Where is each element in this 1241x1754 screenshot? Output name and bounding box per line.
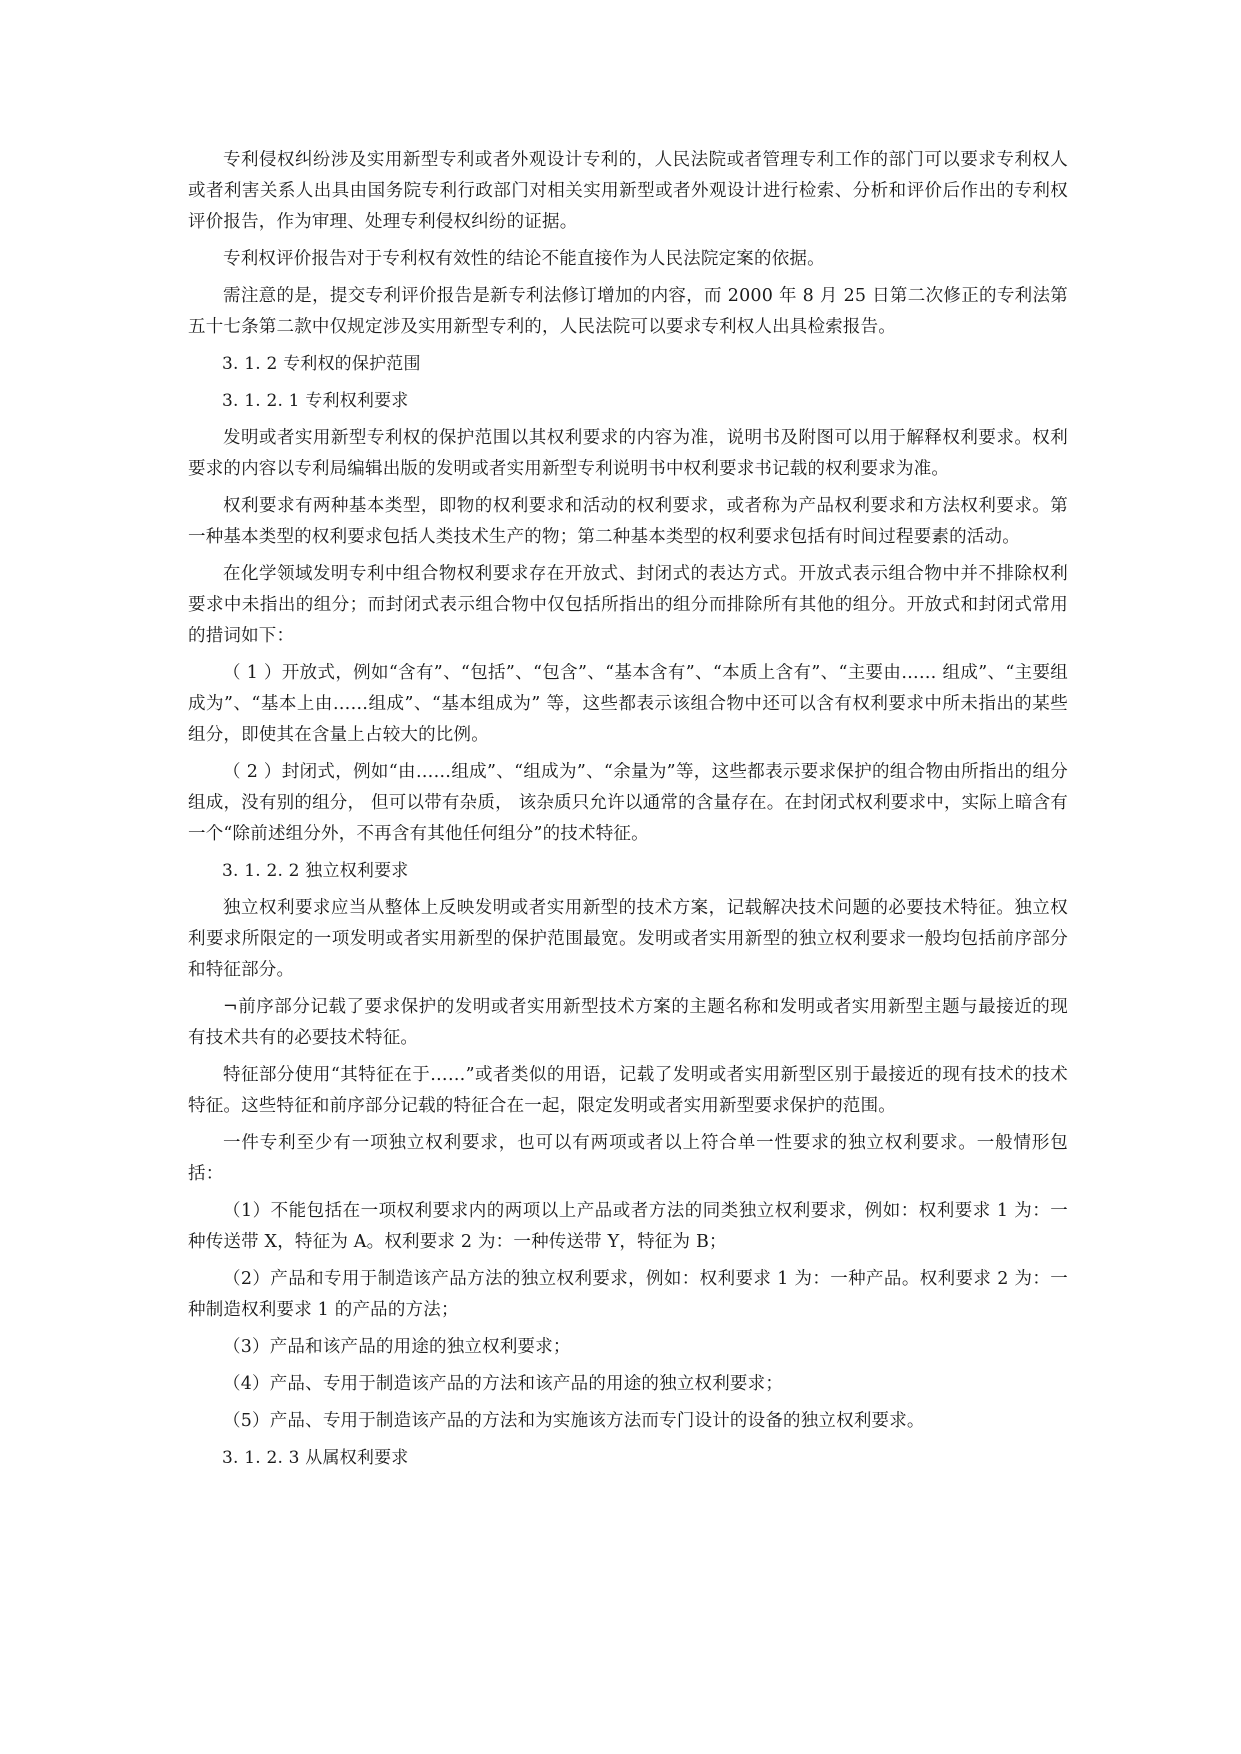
list-item: （ 2 ）封闭式，例如“由……组成”、“组成为”、“余量为”等，这些都表示要求保护的组合物由所指出的组分组成，没有别的组分， 但可以带有杂质， 该杂质只允许以通常的含量存在。在封闭式权利要求中，实际上暗含有一个“除前述组分外，不再含有其他任何组分”的技术特征。 xyxy=(188,762,1068,844)
list-item: （1）不能包括在一项权利要求内的两项以上产品或者方法的同类独立权利要求，例如：权利要求 1 为：一种传送带 X，特征为 A。权利要求 2 为：一种传送带 Y，特征为 B； xyxy=(188,1201,1068,1252)
section-heading: 3. 1. 2. 3 从属权利要求 xyxy=(222,1448,409,1468)
list-item: （ 1 ）开放式，例如“含有”、“包括”、“包含”、“基本含有”、“本质上含有”、“主要由…… 组成”、“主要组成为”、“基本上由……组成”、“基本组成为” 等，这些都表示该组合物中还可以含有权利要求中所未指出的某些组分，即使其在含量上占较大的比例。 xyxy=(188,663,1068,745)
section-heading: 3. 1. 2. 2 独立权利要求 xyxy=(222,861,409,881)
paragraph: 权利要求有两种基本类型，即物的权利要求和活动的权利要求，或者称为产品权利要求和方法权利要求。第一种基本类型的权利要求包括人类技术生产的物；第二种基本类型的权利要求包括有时间过程要素的活动。 xyxy=(188,496,1068,547)
list-item: （4）产品、专用于制造该产品的方法和该产品的用途的独立权利要求； xyxy=(223,1374,784,1394)
paragraph: 需注意的是，提交专利评价报告是新专利法修订增加的内容，而 2000 年 8 月 25 日第二次修正的专利法第五十七条第二款中仅规定涉及实用新型专利的，人民法院可以要求专利权人出具检索报告。 xyxy=(188,286,1068,337)
paragraph: 发明或者实用新型专利权的保护范围以其权利要求的内容为准，说明书及附图可以用于解释权利要求。权利要求的内容以专利局编辑出版的发明或者实用新型专利说明书中权利要求书记载的权利要求为准。 xyxy=(188,428,1068,479)
paragraph: 专利侵权纠纷涉及实用新型专利或者外观设计专利的，人民法院或者管理专利工作的部门可以要求专利权人或者利害关系人出具由国务院专利行政部门对相关实用新型或者外观设计进行检索、分析和评价后作出的专利权评价报告，作为审理、处理专利侵权纠纷的证据。 xyxy=(188,150,1068,232)
section-heading: 3. 1. 2 专利权的保护范围 xyxy=(222,354,421,374)
paragraph: 专利权评价报告对于专利权有效性的结论不能直接作为人民法院定案的依据。 xyxy=(223,249,825,269)
section-heading: 3. 1. 2. 1 专利权利要求 xyxy=(222,391,409,411)
paragraph: 在化学领域发明专利中组合物权利要求存在开放式、封闭式的表达方式。开放式表示组合物中并不排除权利要求中未指出的组分；而封闭式表示组合物中仅包括所指出的组分而排除所有其他的组分。开放式和封闭式常用的措词如下： xyxy=(188,564,1068,646)
document-page xyxy=(188,145,1068,1480)
paragraph: 独立权利要求应当从整体上反映发明或者实用新型的技术方案，记载解决技术问题的必要技术特征。独立权利要求所限定的一项发明或者实用新型的保护范围最宽。发明或者实用新型的独立权利要求一般均包括前序部分和特征部分。 xyxy=(188,898,1068,980)
list-item: （3）产品和该产品的用途的独立权利要求； xyxy=(223,1337,571,1357)
paragraph: 一件专利至少有一项独立权利要求，也可以有两项或者以上符合单一性要求的独立权利要求。一般情形包括： xyxy=(188,1133,1068,1184)
list-item: （2）产品和专用于制造该产品方法的独立权利要求，例如：权利要求 1 为：一种产品。权利要求 2 为：一种制造权利要求 1 的产品的方法； xyxy=(188,1269,1068,1320)
paragraph: 特征部分使用“其特征在于……”或者类似的用语，记载了发明或者实用新型区别于最接近的现有技术的技术特征。这些特征和前序部分记载的特征合在一起，限定发明或者实用新型要求保护的范围。 xyxy=(188,1065,1068,1116)
paragraph: ¬前序部分记载了要求保护的发明或者实用新型技术方案的主题名称和发明或者实用新型主题与最接近的现有技术共有的必要技术特征。 xyxy=(188,997,1068,1048)
list-item: （5）产品、专用于制造该产品的方法和为实施该方法而专门设计的设备的独立权利要求。 xyxy=(223,1411,925,1431)
